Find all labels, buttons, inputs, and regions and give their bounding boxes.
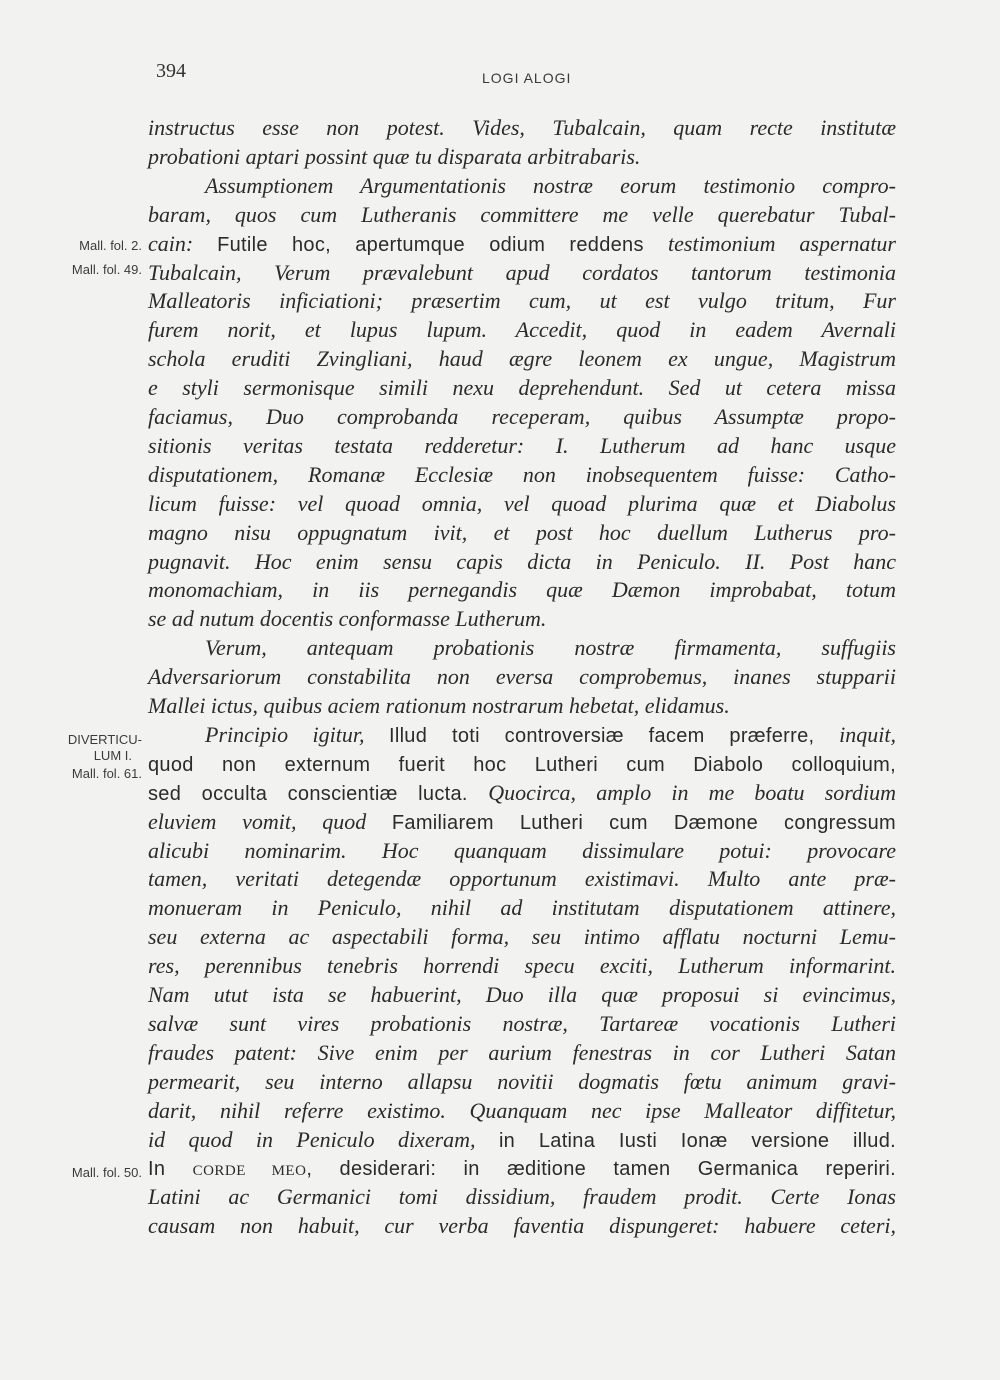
text-line xyxy=(148,547,896,576)
margin-note-lum-i: LUM I. xyxy=(93,748,132,763)
text-segment: causam non habuit, cur verba faventia dispungeret: habuere ceteri, xyxy=(148,1213,896,1239)
text-segment: salvæ sunt vires probationis nostræ, Tartareæ vocationis Lutheri xyxy=(148,1010,896,1036)
text-line xyxy=(148,575,896,604)
text-line xyxy=(205,720,896,749)
text-segment: Mallei ictus, quibus aciem rationum nostrarum hebetat, elidamus. xyxy=(148,693,730,718)
text-line xyxy=(148,1153,896,1182)
text-segment: Futile hoc, apertumque odium reddens xyxy=(217,233,669,256)
text-line xyxy=(148,229,896,258)
text-line xyxy=(148,1211,896,1240)
text-segment: seu externa ac aspectabili forma, seu intimo afflatu nocturni Lemu- xyxy=(148,924,896,950)
margin-note-mall-fol-61: Mall. fol. 61. xyxy=(71,766,142,781)
margin-note-mall-fol-49: Mall. fol. 49. xyxy=(71,262,142,277)
text-line xyxy=(148,922,896,951)
text-segment: sitionis veritas testata redderetur: I. Lutherum ad hanc usque xyxy=(148,432,896,458)
text-line xyxy=(148,1038,896,1067)
text-segment: sed occulta conscientiæ lucta. xyxy=(148,782,489,805)
text-segment: permearit, seu interno allapsu novitii dogmatis fœtu animum gravi- xyxy=(148,1068,896,1094)
text-segment: CORDE MEO xyxy=(192,1163,307,1180)
text-line xyxy=(148,778,896,807)
text-line xyxy=(148,980,896,1009)
text-segment: Malleatoris inficiationi; præsertim cum, ut est vulgo tritum, Fur xyxy=(148,288,896,314)
text-line xyxy=(205,633,896,662)
text-line xyxy=(148,662,896,691)
text-segment: furem norit, et lupus lupum. Accedit, quod in eadem Avernali xyxy=(148,317,896,343)
text-segment: Nam utut ista se habuerint, Duo illa quæ proposui si evincimus, xyxy=(148,982,896,1007)
text-segment: Adversariorum constabilita non eversa comprobemus, inanes stupparii xyxy=(148,664,896,690)
text-line xyxy=(148,864,896,893)
text-segment: licum fuisse: vel quoad omnia, vel quoad plurima quæ et Diabolus xyxy=(148,490,896,516)
text-line xyxy=(148,344,896,373)
text-line xyxy=(148,1096,896,1125)
text-line xyxy=(148,807,896,836)
text-segment: se ad nutum docentis conformasse Lutherum. xyxy=(148,606,547,632)
text-segment: pugnavit. Hoc enim sensu capis dicta in Peniculo. II. Post hanc xyxy=(148,548,896,574)
text-line xyxy=(148,749,896,778)
text-line xyxy=(148,1067,896,1096)
text-segment: schola eruditi Zvingliani, haud ægre leonem ex ungue, Magistrum xyxy=(148,346,896,372)
text-segment: alicubi nominarim. Hoc quanquam dissimulare potui: provocare xyxy=(148,837,896,863)
text-segment: eluviem vomit, quod xyxy=(148,808,392,834)
text-segment: , desiderari: in æditione tamen Germanica reperiri. xyxy=(306,1158,896,1181)
text-segment: Familiarem Lutheri cum Dæmone congressum xyxy=(391,811,896,834)
text-line xyxy=(148,402,896,431)
text-segment: e styli sermonisque simili nexu deprehendunt. Sed ut cetera missa xyxy=(148,375,896,401)
running-head: LOGI ALOGI xyxy=(482,70,572,86)
text-segment: quod non externum fuerit hoc Lutheri cum Diabolo colloquium, xyxy=(148,753,896,776)
text-segment: probationi aptari possint quæ tu disparata arbitrabaris. xyxy=(148,143,641,169)
text-line xyxy=(148,489,896,518)
text-segment: id quod in Peniculo dixeram, xyxy=(148,1126,499,1152)
text-line xyxy=(148,604,896,633)
margin-note-mall-fol-2: Mall. fol. 2. xyxy=(79,238,142,253)
text-segment: tamen, veritati detegendæ opportunum existimavi. Multo ante præ- xyxy=(148,866,896,892)
text-line xyxy=(148,460,896,489)
text-segment: Assumptionem Argumentationis nostræ eorum testimonio compro- xyxy=(205,172,896,198)
text-segment: instructus esse non potest. Vides, Tubalcain, quam recte institutæ xyxy=(148,115,896,140)
text-segment: fraudes patent: Sive enim per aurium fenestras in cor Lutheri Satan xyxy=(148,1039,896,1065)
text-segment: magno nisu oppugnatum ivit, et post hoc duellum Lutherus pro- xyxy=(148,519,896,545)
text-line xyxy=(148,691,896,720)
text-line xyxy=(148,315,896,344)
text-line xyxy=(148,1009,896,1038)
text-segment: Verum, antequam probationis nostræ firmamenta, suffugiis xyxy=(205,635,896,661)
text-segment: monomachiam, in iis pernegandis quæ Dæmon improbabat, totum xyxy=(148,577,896,603)
text-segment: Latini ac Germanici tomi dissidium, fraudem prodit. Certe Ionas xyxy=(148,1184,896,1210)
text-line xyxy=(148,951,896,980)
text-line xyxy=(205,171,896,200)
text-line xyxy=(148,142,896,171)
text-line xyxy=(148,1125,896,1154)
text-line xyxy=(148,1182,896,1211)
text-segment: faciamus, Duo comprobanda receperam, quibus Assumptæ propo- xyxy=(148,404,896,429)
text-segment: Tubalcain, Verum prævalebunt apud cordatos tantorum testimonia xyxy=(148,259,896,285)
margin-note-mall-fol-50: Mall. fol. 50. xyxy=(71,1165,142,1180)
text-line xyxy=(148,518,896,547)
text-line xyxy=(148,431,896,460)
text-line xyxy=(148,836,896,865)
text-segment: res, perennibus tenebris horrendi specu exciti, Lutherum informarint. xyxy=(148,953,896,979)
text-line xyxy=(148,373,896,402)
text-segment: inquit, xyxy=(839,721,897,747)
text-line xyxy=(148,286,896,315)
text-line xyxy=(148,200,896,229)
text-line xyxy=(148,258,896,287)
text-line xyxy=(148,113,896,142)
text-segment: disputationem, Romanæ Ecclesiæ non inobsequentem fuisse: Catho- xyxy=(148,461,896,487)
text-segment: Illud toti controversiæ facem præferre, xyxy=(388,724,840,747)
text-segment: darit, nihil referre existimo. Quanquam nec ipse Malleator diffitetur, xyxy=(148,1097,896,1123)
text-segment: Quocirca, amplo in me boatu sordium xyxy=(488,779,896,805)
text-segment: Principio igitur, xyxy=(205,721,389,747)
page-number: 394 xyxy=(156,60,186,82)
text-line xyxy=(148,893,896,922)
text-segment: in Latina Iusti Ionæ versione illud. xyxy=(498,1129,896,1152)
text-segment: baram, quos cum Lutheranis committere me velle querebatur Tubal- xyxy=(148,201,896,227)
text-segment: testimonium aspernatur xyxy=(668,230,896,256)
margin-note-diverticulum: DIVERTICU- xyxy=(67,732,142,747)
text-segment: monueram in Peniculo, nihil ad institutam disputationem attinere, xyxy=(148,895,896,921)
text-segment: cain: xyxy=(148,230,218,256)
text-segment: In xyxy=(148,1158,193,1181)
